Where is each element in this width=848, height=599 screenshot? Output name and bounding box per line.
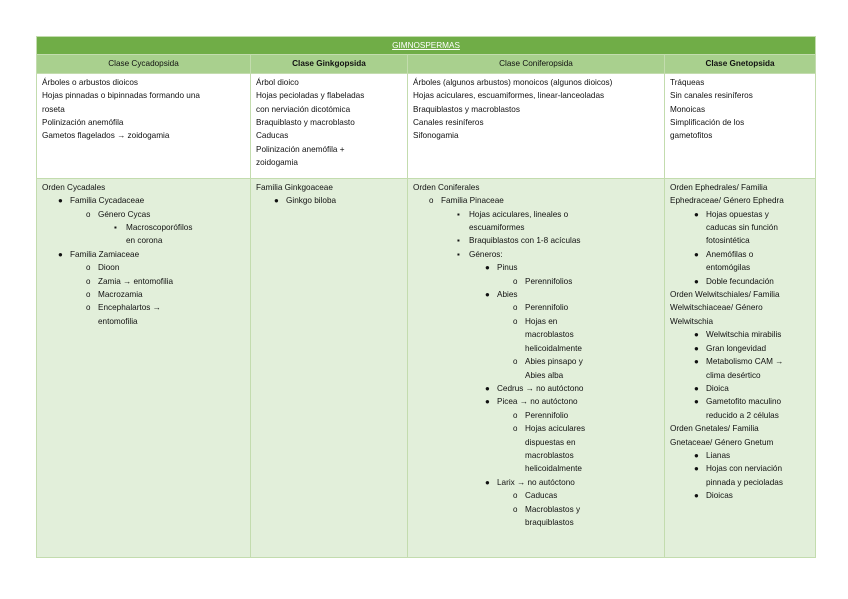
list-item: ▪ Braquiblastos con 1-8 acículas: [457, 236, 581, 246]
list-item: ● Hojas con nerviación pinnada y pecioladas: [694, 464, 783, 487]
list-item: o Abies pinsapo y Abies alba: [513, 357, 583, 380]
list-item: o Caducas: [513, 491, 558, 501]
list-item: ● Welwitschia mirabilis: [694, 330, 782, 340]
list-item: ● Ginkgo biloba: [274, 196, 337, 206]
taxonomy-ginkgopsida: [251, 178, 408, 557]
gymnosperm-table: [36, 36, 816, 558]
header-gnetopsida: Clase Gnetopsida: [665, 55, 816, 73]
list-item: o Perennifolio: [513, 410, 569, 420]
desc-line: Árboles (algunos arbustos) monoicos (algunos dioicos): [413, 77, 613, 87]
desc-line: gametofitos: [670, 131, 713, 141]
desc-line: Braquiblastos y macroblastos: [413, 104, 520, 114]
list-item: o Perennifolios: [513, 276, 573, 286]
desc-line: Caducas: [256, 131, 289, 141]
desc-gnetopsida: [665, 73, 816, 178]
list-item: o Hojas en macroblastos helicoidalmente: [513, 316, 582, 353]
order-label: Welwitschia: [670, 316, 714, 326]
list-item: ● Larix → no autóctono o Caducas o Macroblastos y braquiblastos: [497, 476, 659, 530]
list-item: ● Cedrus → no autóctono: [485, 383, 584, 393]
list-item: o Perennifolio: [513, 303, 569, 313]
desc-ginkgopsida: [251, 73, 408, 178]
list-item: o Hojas aciculares dispuestas en macroblastos helicoidalmente: [513, 424, 586, 474]
desc-line: Monoicas: [670, 104, 706, 114]
list-item: ● Anemófilas o entomógilas: [694, 249, 754, 273]
list-item: ▪ Macroscoporófilos en corona: [114, 223, 193, 246]
list-item: ▪ Hojas aciculares, lineales o escuamiformes: [457, 209, 569, 233]
list-item: ● Gametofito maculino reducido a 2 células: [694, 397, 782, 420]
order-label: Orden Coniferales: [413, 182, 480, 192]
family-label: Familia Ginkgoaceae: [256, 182, 333, 192]
list-item: ● Doble fecundación: [694, 276, 774, 286]
desc-line: Canales resiníferos: [413, 118, 484, 128]
desc-line: Polinización anemófila: [42, 118, 124, 128]
desc-line: Árboles o arbustos dioicos: [42, 77, 139, 87]
desc-line: Simplificación de los: [670, 118, 745, 128]
order-label: Ephedraceae/ Género Ephedra: [670, 196, 784, 206]
list-item: ● Dioicas: [694, 491, 733, 501]
desc-line: zoidogamia: [256, 158, 298, 168]
list-item: o Familia Pinaceae ▪ Hojas aciculares, lineales o escuamiformes ▪ Braquiblastos con 1-8 acículas ▪ Géneros: ● Pinus o Perennifolios ● Abies o Perennifolio o Hojas en macroblastos helicoidalmente o Abies pinsapo y Abies alba ● Cedrus → no autóctono ● Picea → no autóctono o Perennifolio o Hojas aciculares dispuestas en macroblastos helicoidalmente ● Larix → no autóctono o Caducas o Macroblastos y braquiblastos: [441, 194, 659, 529]
header-cycadopsida: Clase Cycadopsida: [37, 55, 251, 73]
desc-coniferopsida: [408, 73, 665, 178]
taxonomy-coniferopsida: [408, 178, 665, 557]
list-item: ● Hojas opuestas y caducas sin función fotosintética: [694, 209, 778, 246]
table-title: GIMNOSPERMAS: [37, 37, 816, 55]
list-item: ● Pinus o Perennifolios: [497, 261, 659, 288]
desc-line: Tráqueas: [670, 77, 705, 87]
desc-line: Polinización anemófila +: [256, 144, 345, 154]
order-label: Orden Welwitschiales/ Familia: [670, 290, 780, 300]
order-label: Orden Gnetales/ Familia: [670, 424, 759, 434]
taxonomy-gnetopsida: [665, 178, 816, 557]
list-item: ● Picea → no autóctono o Perennifolio o Hojas aciculares dispuestas en macroblastos helicoidalmente: [497, 395, 659, 475]
desc-line: con nerviación dicotómica: [256, 104, 351, 114]
desc-cycadopsida: [37, 73, 251, 178]
desc-line: Sifonogamia: [413, 131, 459, 141]
list-item: ● Gran longevidad: [694, 343, 767, 353]
order-label: Welwitschiaceae/ Género: [670, 303, 763, 313]
header-coniferopsida: Clase Coniferopsida: [408, 55, 665, 73]
list-item: o Macroblastos y braquiblastos: [513, 504, 581, 527]
desc-line: Hojas aciculares, escuamiformes, linear-lanceoladas: [413, 91, 605, 101]
list-item: ● Familia Cycadaceae o Género Cycas ▪ Macroscoporófilos en corona: [70, 194, 245, 248]
desc-line: roseta: [42, 104, 65, 114]
desc-line: Hojas pecioladas y flabeladas: [256, 91, 365, 101]
desc-line: Braquiblasto y macroblasto: [256, 118, 355, 128]
header-ginkgopsida: Clase Ginkgopsida: [251, 55, 408, 73]
list-item: ● Abies o Perennifolio o Hojas en macroblastos helicoidalmente o Abies pinsapo y Abies alba: [497, 288, 659, 382]
order-label: Gnetaceae/ Género Gnetum: [670, 437, 774, 447]
list-item: o Encephalartos → entomofilia: [86, 303, 161, 326]
desc-line: Sin canales resiníferos: [670, 91, 753, 101]
desc-line: Árbol dioico: [256, 77, 299, 87]
list-item: o Género Cycas ▪ Macroscoporófilos en corona: [98, 208, 245, 248]
list-item: ● Metabolismo CAM → clima desértico: [694, 357, 784, 380]
order-label: Orden Ephedrales/ Familia: [670, 182, 768, 192]
desc-line: Gametos flagelados → zoidogamia: [42, 131, 170, 141]
list-item: o Dioon: [86, 263, 120, 273]
list-item: ● Familia Zamiaceae o Dioon o Zamia → entomofilia o Macrozamia o Encephalartos → entomofilia: [70, 248, 245, 328]
list-item: ● Lianas: [694, 450, 731, 460]
order-label: Orden Cycadales: [42, 182, 106, 192]
list-item: o Macrozamia: [86, 290, 143, 300]
taxonomy-cycadopsida: [37, 178, 251, 557]
list-item: ▪ Géneros: ● Pinus o Perennifolios ● Abies o Perennifolio o Hojas en macroblastos helicoidalmente o Abies pinsapo y Abies alba ● Cedrus → no autóctono ● Picea → no autóctono o Perennifolio o Hojas aciculares dispuestas en macroblastos helicoidalmente ● Larix → no autóctono o Caducas o Macroblastos y braquiblastos: [469, 248, 659, 530]
list-item: ● Dioica: [694, 383, 729, 393]
list-item: o Zamia → entomofilia: [86, 276, 174, 286]
desc-line: Hojas pinnadas o bipinnadas formando una: [42, 91, 200, 101]
